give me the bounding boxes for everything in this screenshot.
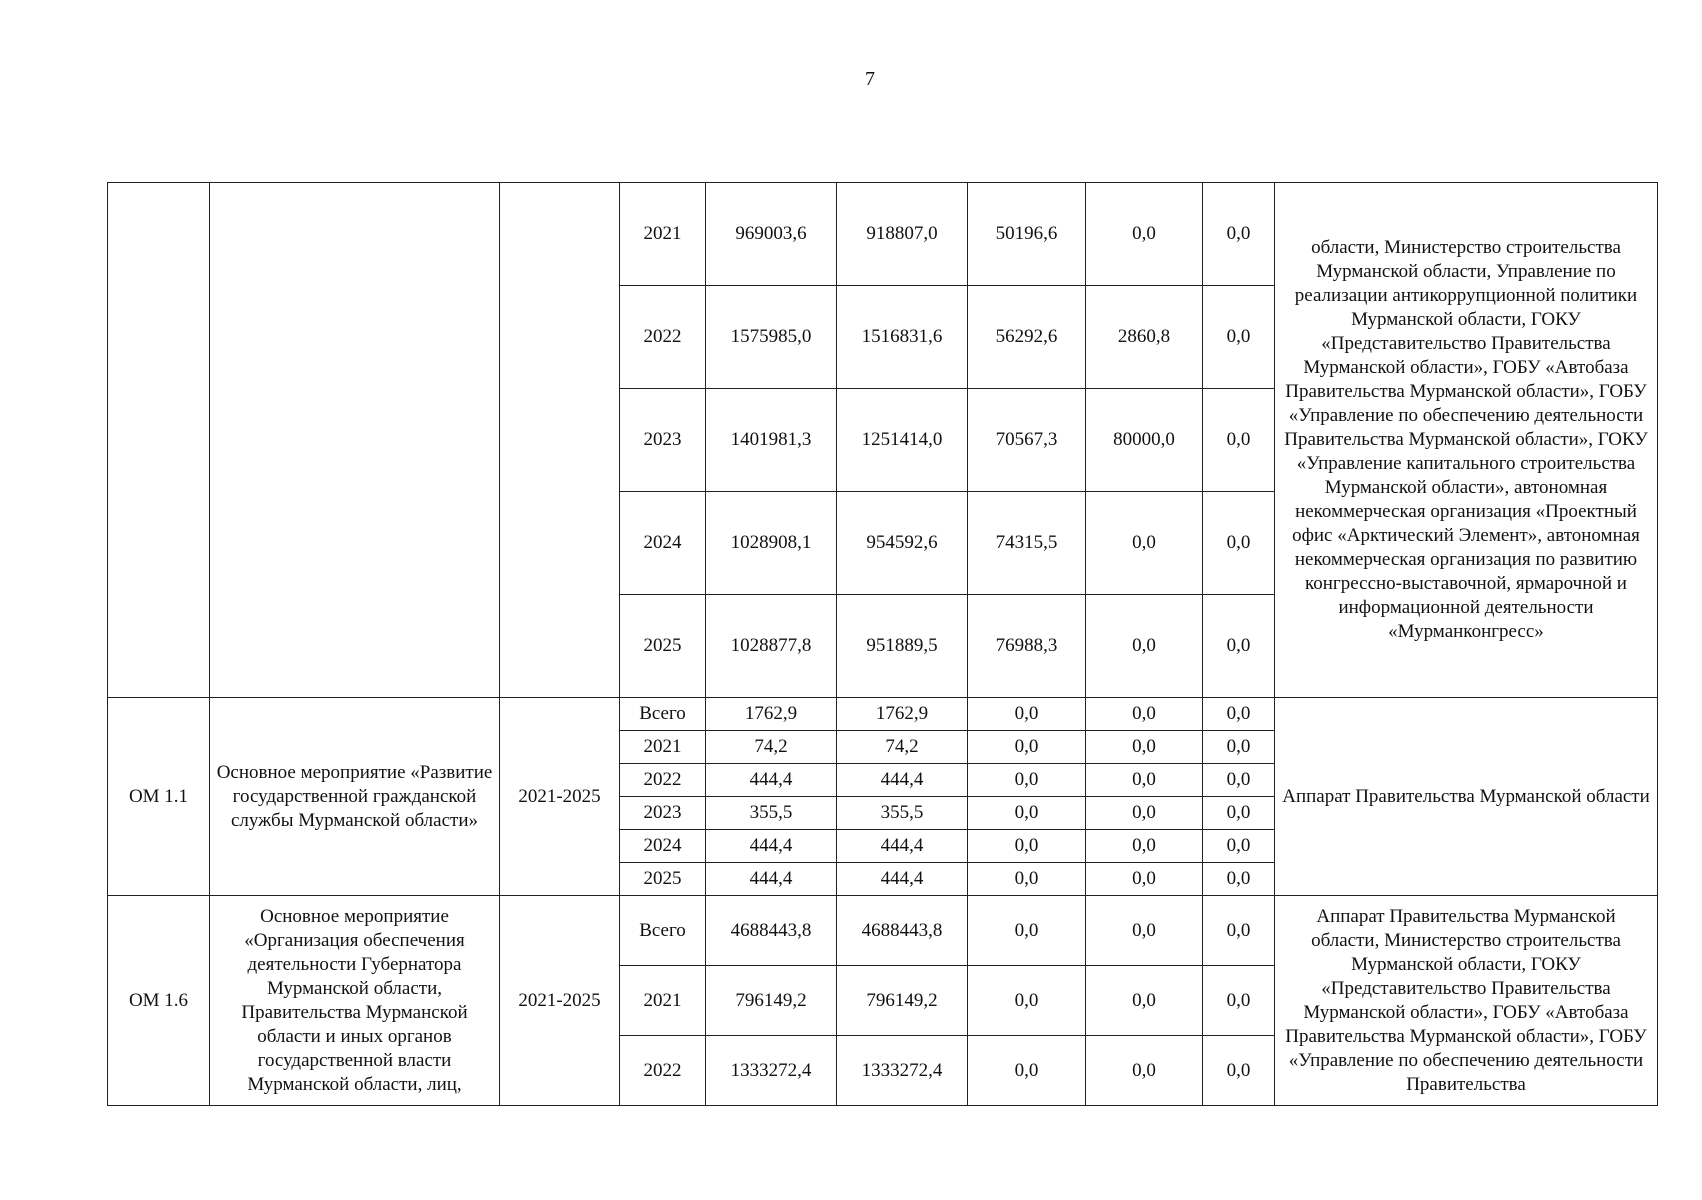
year-cell: Всего (620, 698, 706, 731)
year-cell: 2025 (620, 595, 706, 698)
executors-text: области, Министерство строительства Мурманской области, Управление по реализации антикоррупционной политики Мурманской области, ГОКУ «Представительство Правительства Мурманской области», ГОБУ «Автобаза Правительства Мурманской области», ГОБУ «Управление по обеспечению деятельности Правительства Мурманской области», ГОКУ «Управление капитального строительства Мурманской области», автономная некоммерческая организация «Проектный офис «Арктический Элемент», автономная некоммерческая организация по развитию конгрессно-выставочной, ярмарочной и информационной деятельности «Мурманконгресс» (1284, 237, 1648, 642)
year-cell: 2021 (620, 731, 706, 764)
total-cell: 74,2 (706, 731, 837, 764)
value-cell: 4688443,8 (837, 896, 968, 966)
value-cell: 0,0 (1203, 966, 1275, 1036)
value-cell: 0,0 (1086, 698, 1203, 731)
value-cell: 80000,0 (1086, 389, 1203, 492)
executors-text: Аппарат Правительства Мурманской области (1282, 785, 1650, 807)
value-cell: 0,0 (968, 863, 1086, 896)
executors-text: Аппарат Правительства Мурманской области, Министерство строительства Мурманской области, ГОКУ «Представительство Правительства Мурманской области», ГОБУ «Автобаза Правительства Мурманской области», ГОБУ «Управление по обеспечению деятельности Правительства (1285, 905, 1647, 1095)
year-cell: 2021 (620, 183, 706, 286)
year-cell: 2021 (620, 966, 706, 1036)
name-cell: Основное мероприятие «Развитие государственной гражданской службы Мурманской области» (210, 698, 500, 896)
code-cell (108, 183, 210, 698)
value-cell: 70567,3 (968, 389, 1086, 492)
value-cell: 0,0 (1086, 595, 1203, 698)
value-cell: 0,0 (968, 698, 1086, 731)
period-cell: 2021-2025 (500, 698, 620, 896)
executors-cell (1275, 896, 1658, 1106)
value-cell: 0,0 (1203, 896, 1275, 966)
total-cell: 1762,9 (706, 698, 837, 731)
executors-cell (1275, 183, 1658, 698)
year-cell: 2023 (620, 389, 706, 492)
value-cell: 0,0 (968, 966, 1086, 1036)
value-cell: 1251414,0 (837, 389, 968, 492)
value-cell: 0,0 (968, 764, 1086, 797)
total-cell: 969003,6 (706, 183, 837, 286)
value-cell: 0,0 (968, 830, 1086, 863)
total-cell: 355,5 (706, 797, 837, 830)
value-cell: 0,0 (968, 731, 1086, 764)
value-cell: 0,0 (1086, 492, 1203, 595)
value-cell: 0,0 (1086, 797, 1203, 830)
total-cell: 444,4 (706, 764, 837, 797)
page-number: 7 (865, 68, 875, 90)
total-cell: 1028908,1 (706, 492, 837, 595)
value-cell: 954592,6 (837, 492, 968, 595)
period-cell: 2021-2025 (500, 896, 620, 1106)
value-cell: 0,0 (968, 797, 1086, 830)
value-cell: 0,0 (1086, 731, 1203, 764)
value-cell: 0,0 (1086, 966, 1203, 1036)
total-cell: 1575985,0 (706, 286, 837, 389)
value-cell: 0,0 (968, 1036, 1086, 1106)
year-cell: 2022 (620, 1036, 706, 1106)
value-cell: 0,0 (1203, 389, 1275, 492)
value-cell: 0,0 (1203, 183, 1275, 286)
total-cell: 796149,2 (706, 966, 837, 1036)
code-cell: ОМ 1.1 (108, 698, 210, 896)
value-cell: 1516831,6 (837, 286, 968, 389)
name-cell (210, 183, 500, 698)
year-cell: 2022 (620, 286, 706, 389)
total-cell: 1401981,3 (706, 389, 837, 492)
value-cell: 918807,0 (837, 183, 968, 286)
value-cell: 76988,3 (968, 595, 1086, 698)
value-cell: 0,0 (1086, 830, 1203, 863)
year-cell: 2024 (620, 492, 706, 595)
value-cell: 2860,8 (1086, 286, 1203, 389)
value-cell: 444,4 (837, 830, 968, 863)
value-cell: 0,0 (1203, 286, 1275, 389)
table-row (108, 896, 1658, 966)
value-cell: 0,0 (1203, 764, 1275, 797)
total-cell: 1028877,8 (706, 595, 837, 698)
year-cell: 2023 (620, 797, 706, 830)
budget-table (107, 182, 1658, 1106)
table-row (108, 183, 1658, 286)
total-cell: 1333272,4 (706, 1036, 837, 1106)
year-cell: Всего (620, 896, 706, 966)
value-cell: 0,0 (1203, 863, 1275, 896)
value-cell: 0,0 (1086, 764, 1203, 797)
code-cell: ОМ 1.6 (108, 896, 210, 1106)
year-cell: 2024 (620, 830, 706, 863)
value-cell: 1333272,4 (837, 1036, 968, 1106)
total-cell: 444,4 (706, 863, 837, 896)
value-cell: 0,0 (1203, 1036, 1275, 1106)
value-cell: 0,0 (1086, 896, 1203, 966)
period-cell (500, 183, 620, 698)
value-cell: 796149,2 (837, 966, 968, 1036)
value-cell: 0,0 (1203, 731, 1275, 764)
total-cell: 4688443,8 (706, 896, 837, 966)
value-cell: 0,0 (1086, 183, 1203, 286)
value-cell: 74,2 (837, 731, 968, 764)
value-cell: 0,0 (1086, 863, 1203, 896)
year-cell: 2022 (620, 764, 706, 797)
value-cell: 0,0 (1203, 595, 1275, 698)
value-cell: 355,5 (837, 797, 968, 830)
year-cell: 2025 (620, 863, 706, 896)
value-cell: 0,0 (1203, 830, 1275, 863)
value-cell: 74315,5 (968, 492, 1086, 595)
value-cell: 0,0 (1203, 797, 1275, 830)
table-row (108, 698, 1658, 731)
value-cell: 56292,6 (968, 286, 1086, 389)
value-cell: 444,4 (837, 764, 968, 797)
value-cell: 0,0 (1203, 698, 1275, 731)
value-cell: 0,0 (968, 896, 1086, 966)
total-cell: 444,4 (706, 830, 837, 863)
value-cell: 951889,5 (837, 595, 968, 698)
value-cell: 0,0 (1086, 1036, 1203, 1106)
name-cell: Основное мероприятие «Организация обеспечения деятельности Губернатора Мурманской области, Правительства Мурманской области и иных органов государственной власти Мурманской области, лиц, (210, 896, 500, 1106)
value-cell: 444,4 (837, 863, 968, 896)
value-cell: 1762,9 (837, 698, 968, 731)
value-cell: 0,0 (1203, 492, 1275, 595)
value-cell: 50196,6 (968, 183, 1086, 286)
executors-cell (1275, 698, 1658, 896)
